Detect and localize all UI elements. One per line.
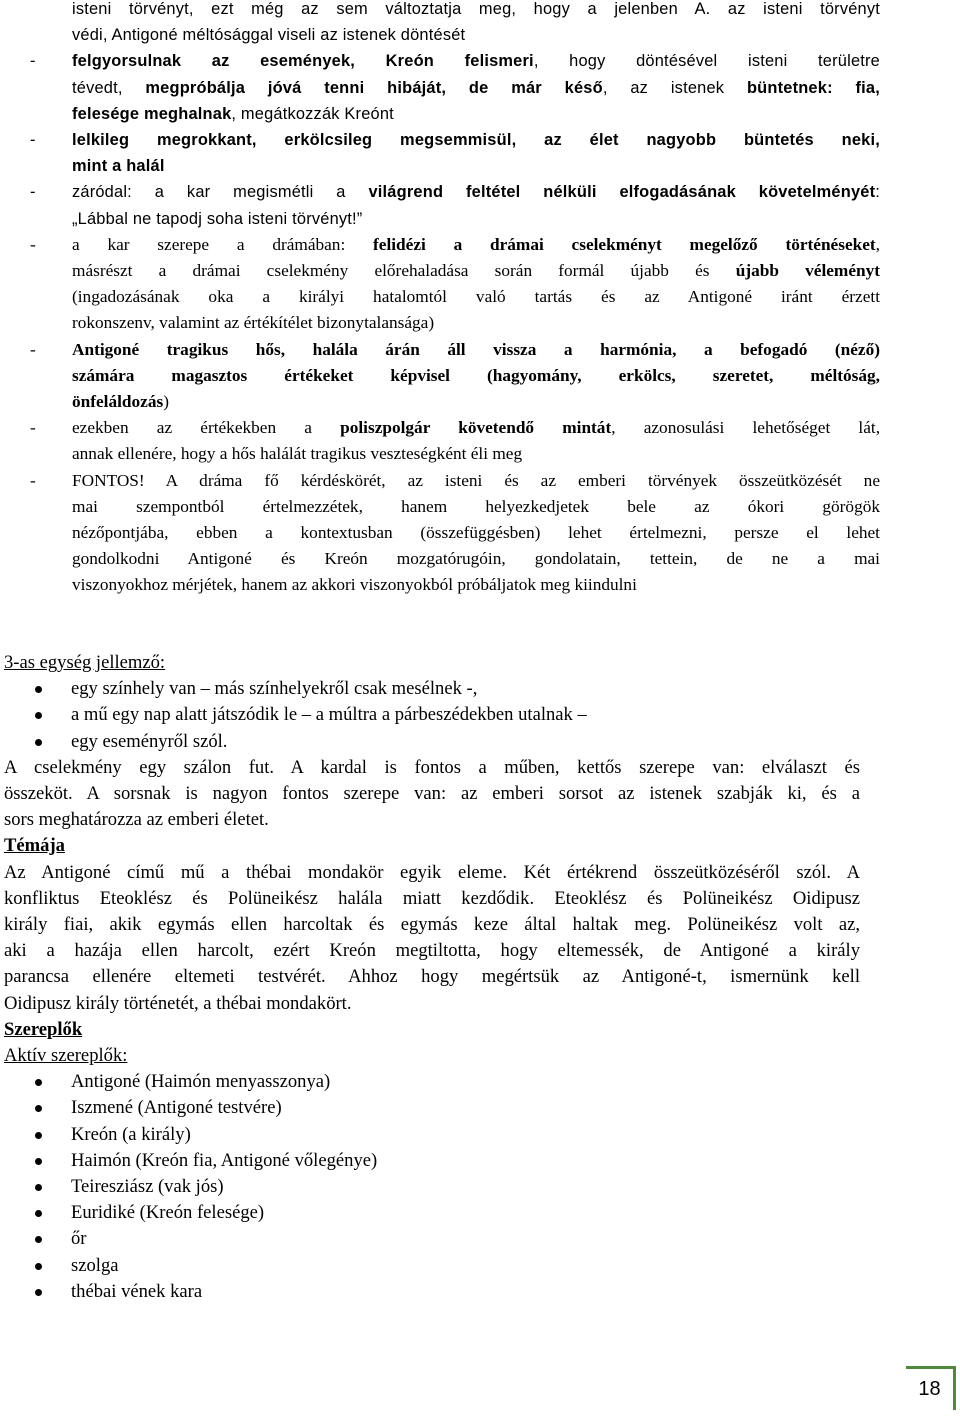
list-item: Antigoné (Haimón menyasszonya) (4, 1069, 860, 1095)
list-item (0, 48, 880, 127)
bullet-icon (35, 739, 42, 746)
list-item: Iszmené (Antigoné testvére) (4, 1095, 860, 1121)
list-item: Teiresziász (vak jós) (4, 1174, 860, 1200)
text-line: (ingadozásának oka a királyi hatalomtól való tartás és az Antigoné iránt érzett (72, 287, 880, 307)
theme-heading: Témája (4, 835, 65, 857)
text-line: parancsa ellenére eltemeti testvérét. Ahhoz hogy megértsük az Antigoné-t, ismernünk kell (4, 966, 860, 988)
list-item (0, 415, 880, 467)
text-line: annak ellenére, hogy a hős halálát tragikus veszteségként éli meg (72, 444, 523, 464)
text-line: sors meghatározza az emberi életet. (4, 809, 269, 831)
text-line: király fiai, akik egymás ellen harcoltak és egymás keze által haltak meg. Polüneikész volt az, (4, 913, 860, 935)
list-item: thébai vének kara (4, 1279, 860, 1305)
bullet-icon (35, 1079, 42, 1086)
text-line: nézőpontjába, ebben a kontextusban (összefüggésben) lehet értelmezni, persze el lehet (72, 523, 880, 543)
list-item: egy eseményről szól. (4, 729, 860, 755)
text-line: védi, Antigoné méltósággal viseli az istenek döntését (72, 26, 466, 45)
text-line: ezekben az értékekben a poliszpolgár követendő mintát, azonosulási lehetőséget lát, (72, 418, 881, 438)
bullet-icon (35, 1236, 42, 1243)
list-item: őr (4, 1226, 860, 1252)
page-number: 18 (906, 1366, 956, 1410)
unity-section (4, 650, 860, 1305)
text-line: a kar szerepe a drámában: felidézi a drámai cselekményt megelőző történéseket, (72, 234, 880, 254)
text-line: konfliktus Eteoklész és Polüneikész halála miatt kezdődik. Eteoklész és Polüneikész Oidipusz (4, 887, 860, 909)
text-line: számára magasztos értékeket képvisel (hagyomány, erkölcs, szeretet, méltóság, (72, 365, 880, 385)
bullet-icon (35, 1263, 42, 1270)
text-line: összeköt. A sorsnak is nagyon fontos szerepe van: az emberi sorsot az istenek szabják ki, és a (4, 782, 860, 804)
dash-marker: - (30, 339, 36, 359)
text-line: tévedt, megpróbálja jóvá tenni hibáját, de már késő, az istenek büntetnek: fia, (72, 78, 880, 97)
text-line: önfeláldozás) (72, 392, 169, 412)
text-line: FONTOS! A dráma fő kérdéskörét, az isteni és az emberi törvények összeütközését ne (72, 470, 880, 490)
list-item (0, 0, 880, 48)
dash-marker: - (30, 131, 36, 150)
unity-bullets (4, 676, 860, 755)
list-item (0, 468, 880, 599)
dash-marker: - (30, 52, 36, 71)
list-item: szolga (4, 1253, 860, 1279)
dash-marker: - (30, 470, 36, 490)
bullet-icon (35, 1210, 42, 1217)
list-item: Haimón (Kreón fia, Antigoné vőlegénye) (4, 1148, 860, 1174)
unity-heading: 3-as egység jellemző: (4, 652, 166, 673)
text-line: mai szempontból értelmezzétek, hanem helyezkedjetek bele az ókori görögök (72, 496, 880, 516)
bullet-icon (35, 1184, 42, 1191)
bullet-icon (35, 1158, 42, 1165)
list-item (0, 337, 880, 416)
list-item: Kreón (a király) (4, 1122, 860, 1148)
list-item (0, 127, 880, 179)
characters-heading: Szereplők (4, 1018, 83, 1040)
text-line: lelkileg megrokkant, erkölcsileg megsemmisül, az élet nagyobb büntetés neki, (72, 131, 880, 150)
text-line: „Lábbal ne tapodj soha isteni törvényt!” (72, 209, 363, 228)
bullet-icon (35, 712, 42, 719)
text-line: viszonyokhoz mérjétek, hanem az akkori viszonyokból próbáljatok meg kiindulni (72, 575, 637, 595)
text-line: záródal: a kar megismétli a világrend feltétel nélküli elfogadásának követelményét: (72, 183, 880, 202)
text-line: Antigoné tragikus hős, halála árán áll vissza a harmónia, a befogadó (néző) (72, 339, 880, 359)
text-line: mint a halál (72, 157, 165, 176)
list-item: Euridiké (Kreón felesége) (4, 1200, 860, 1226)
text-line: gondolkodni Antigoné és Kreón mozgatórugóin, gondolatain, tettein, de ne a mai (72, 549, 880, 569)
text-line: másrészt a drámai cselekmény előrehaladása során formál újabb és újabb véleményt (72, 261, 881, 281)
text-line: rokonszenv, valamint az értékítélet bizonytalansága) (72, 313, 435, 333)
text-line: isteni törvényt, ezt még az sem változtatja meg, hogy a jelenben A. az isteni törvényt (72, 0, 880, 18)
text-line: felgyorsulnak az események, Kreón felismeri, hogy döntésével isteni területre (72, 52, 880, 71)
list-item: egy színhely van – más színhelyekről csak mesélnek -, (4, 676, 860, 702)
list-item: a mű egy nap alatt játszódik le – a múltra a párbeszédekben utalnak – (4, 702, 860, 728)
bullet-icon (35, 686, 42, 693)
text-line: aki a hazája ellen harcolt, ezért Kreón megtiltotta, hogy eltemessék, de Antigoné a király (4, 940, 860, 962)
text-line: felesége meghalnak, megátkozzák Kreónt (72, 104, 394, 123)
dash-marker: - (30, 183, 36, 202)
list-item (0, 179, 880, 231)
list-item (0, 232, 880, 337)
characters-subheading: Aktív szereplők: (4, 1045, 128, 1066)
text-line: Az Antigoné című mű a thébai mondakör egyik eleme. Két értékrend összeütközéséről szól. A (4, 861, 860, 883)
bullet-icon (35, 1105, 42, 1112)
bullet-icon (35, 1132, 42, 1139)
dash-marker: - (30, 234, 36, 254)
dash-marker: - (30, 418, 36, 438)
bullet-icon (35, 1289, 42, 1296)
text-line: A cselekmény egy szálon fut. A kardal is fontos a műben, kettős szerepe van: elválaszt és (4, 756, 860, 778)
characters-list (4, 1069, 860, 1305)
text-line: Oidipusz király történetét, a thébai mondakört. (4, 992, 352, 1014)
summary-dash-list (0, 0, 880, 599)
